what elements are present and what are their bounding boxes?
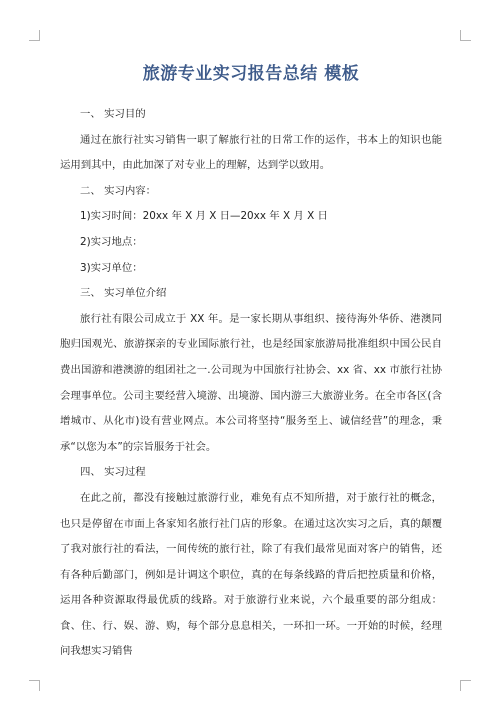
crop-mark-bottom-right bbox=[460, 680, 471, 691]
unit-intro-paragraph: 旅行社有限公司成立于 XX 年。是一家长期从事组织、接待海外华侨、港澳同胞归国观光、旅游探亲的专业国际旅行社，也是经国家旅游局批准组织中国公民自费出国游和港澳游的组团社之一.公司现为中国旅行社协会、xx 省、xx 市旅行社协会理事单位。公司主要经营入境游、出境游、国内游三大旅游业务。在全市各区(含增城市、从化市)设有营业网点。本公司将坚持“服务至上、诚信经营”的理念，秉承“以您为本”的宗旨服务于社会。 bbox=[60, 312, 442, 453]
section-heading-unit-intro: 三、 实习单位介绍 bbox=[80, 287, 167, 300]
document-page bbox=[60, 62, 442, 665]
section-heading-process: 四、 实习过程 bbox=[80, 466, 146, 479]
document-title: 旅游专业实习报告总结 模板 bbox=[142, 64, 360, 84]
section-heading-purpose: 一、 实习目的 bbox=[80, 108, 146, 120]
section-heading-content: 二、 实习内容： bbox=[80, 184, 157, 197]
purpose-paragraph: 通过在旅行社实习销售一职了解旅行社的日常工作的运作，书本上的知识也能运用到其中，由此加深了对专业上的理解，达到学以致用。 bbox=[60, 133, 442, 172]
content-item-unit: 3)实习单位： bbox=[80, 261, 143, 274]
content-item-time: 1)实习时间：20xx 年 X 月 X 日—20xx 年 X 月 X 日 bbox=[80, 210, 328, 223]
crop-mark-bottom-left bbox=[29, 680, 40, 691]
crop-mark-top-right bbox=[460, 30, 471, 41]
content-item-location: 2)实习地点： bbox=[80, 235, 143, 248]
process-paragraph: 在此之前，都没有接触过旅游行业，难免有点不知所措，对于旅行社的概念，也只是停留在市面上各家知名旅行社门店的形象。在通过这次实习之后，真的颠覆了我对旅行社的看法，一间传统的旅行社，除了有我们最常见面对客户的销售，还有各种后勤部门，例如是计调这个职位，真的在每条线路的背后把控质量和价格，运用各种资源取得最优质的线路。对于旅游行业来说，六个最重要的部分组成：食、住、行、娱、游、购，每个部分息息相关，一环扣一环。一开始的时候，经理问我想实习销售 bbox=[60, 491, 442, 658]
crop-mark-top-left bbox=[29, 30, 40, 41]
